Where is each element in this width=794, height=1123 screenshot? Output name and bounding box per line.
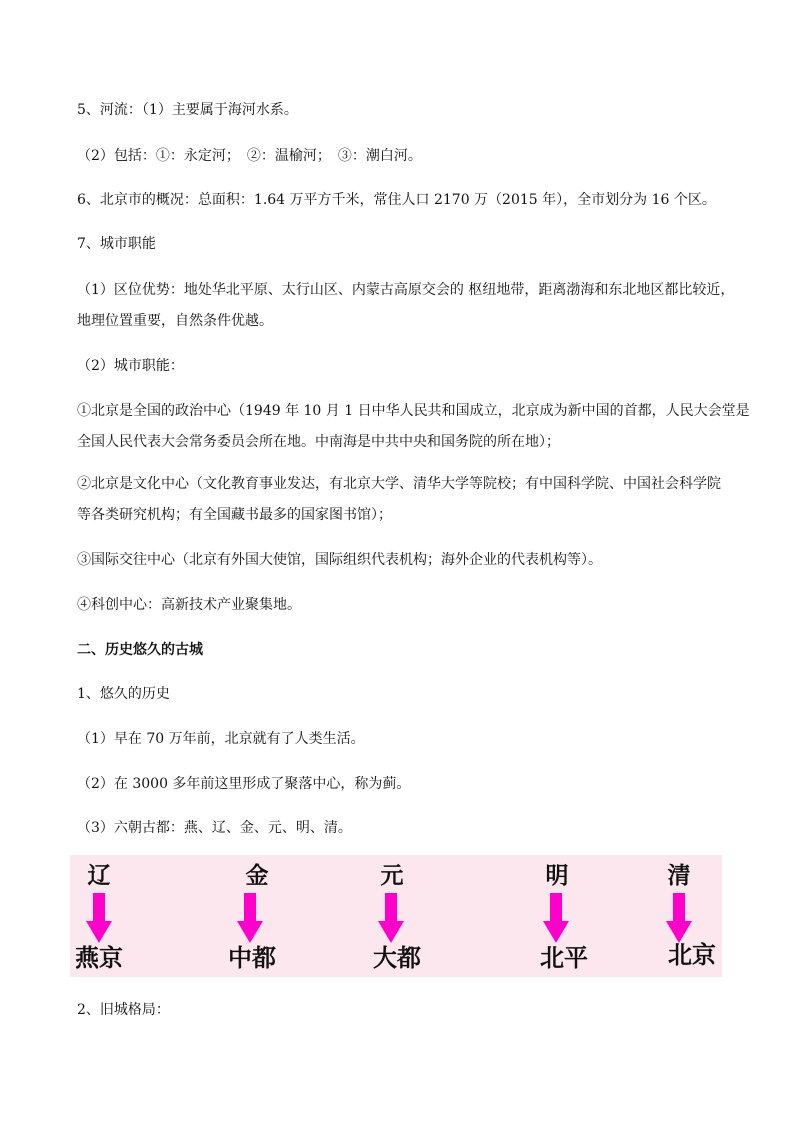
innovation-center-line: ④科创中心：高新技术产业聚集地。: [77, 597, 301, 613]
dynasty-capital-diagram: [70, 855, 722, 977]
dynasty-ming: 明: [545, 863, 569, 889]
six-dynasties-line: （3）六朝古都：燕、辽、金、元、明、清。: [77, 820, 352, 836]
international-center-line: ③国际交往中心（北京有外国大使馆，国际组织代表机构；海外企业的代表机构等）。: [77, 552, 602, 568]
capital-yanjing: 燕京: [75, 944, 123, 972]
long-history-title: 1、悠久的历史: [77, 686, 170, 702]
dynasty-jin: 金: [245, 863, 269, 889]
old-city-layout-title: 2、旧城格局：: [77, 1002, 170, 1018]
rivers-list-line: （2）包括：①：永定河； ②：温榆河； ③：潮白河。: [77, 148, 422, 164]
down-arrow-icon: [237, 893, 263, 943]
beijing-overview-line: 6、北京市的概况：总面积：1.64 万平方千米，常住人口 2170 万（2015 年），全市划分为 16 个区。: [77, 192, 716, 208]
location-advantage-line-1: （1）区位优势：地处华北平原、太行山区、内蒙古高原交会的 枢纽地带，距离渤海和东北地区都比较近，: [77, 282, 735, 298]
political-center-line-2: 全国人民代表大会常务委员会所在地。中南海是中共中央和国务院的所在地）；: [77, 434, 560, 450]
history-point-1: （1）早在 70 万年前，北京就有了人类生活。: [77, 731, 365, 747]
capital-dadu: 大都: [373, 944, 421, 972]
down-arrow-icon: [378, 893, 404, 943]
dynasty-yuan: 元: [380, 863, 404, 889]
dynasty-liao: 辽: [87, 863, 111, 889]
cultural-center-line-1: ②北京是文化中心（文化教育事业发达，有北京大学、清华大学等院校；有中国科学院、中国社会科学院: [77, 476, 721, 492]
dynasty-qing: 清: [667, 863, 691, 889]
capital-beiping: 北平: [540, 944, 588, 972]
city-function-title: 7、城市职能: [77, 236, 156, 252]
capital-zhongdu: 中都: [228, 944, 276, 972]
down-arrow-icon: [666, 893, 692, 943]
rivers-line: 5、河流：（1）主要属于海河水系。: [77, 102, 298, 118]
down-arrow-icon: [86, 893, 112, 943]
political-center-line-1: ①北京是全国的政治中心（1949 年 10 月 1 日中华人民共和国成立，北京成为新中国的首都，人民大会堂是: [77, 403, 750, 419]
cultural-center-line-2: 等各类研究机构；有全国藏书最多的国家图书馆）；: [77, 507, 392, 523]
history-point-2: （2）在 3000 多年前这里形成了聚落中心，称为蓟。: [77, 776, 411, 792]
location-advantage-line-2: 地理位置重要，自然条件优越。: [77, 313, 273, 329]
capital-beijing: 北京: [668, 941, 716, 969]
down-arrow-icon: [543, 893, 569, 943]
city-function-subtitle: （2）城市职能：: [77, 358, 184, 374]
section-heading: 二、历史悠久的古城: [77, 642, 203, 658]
